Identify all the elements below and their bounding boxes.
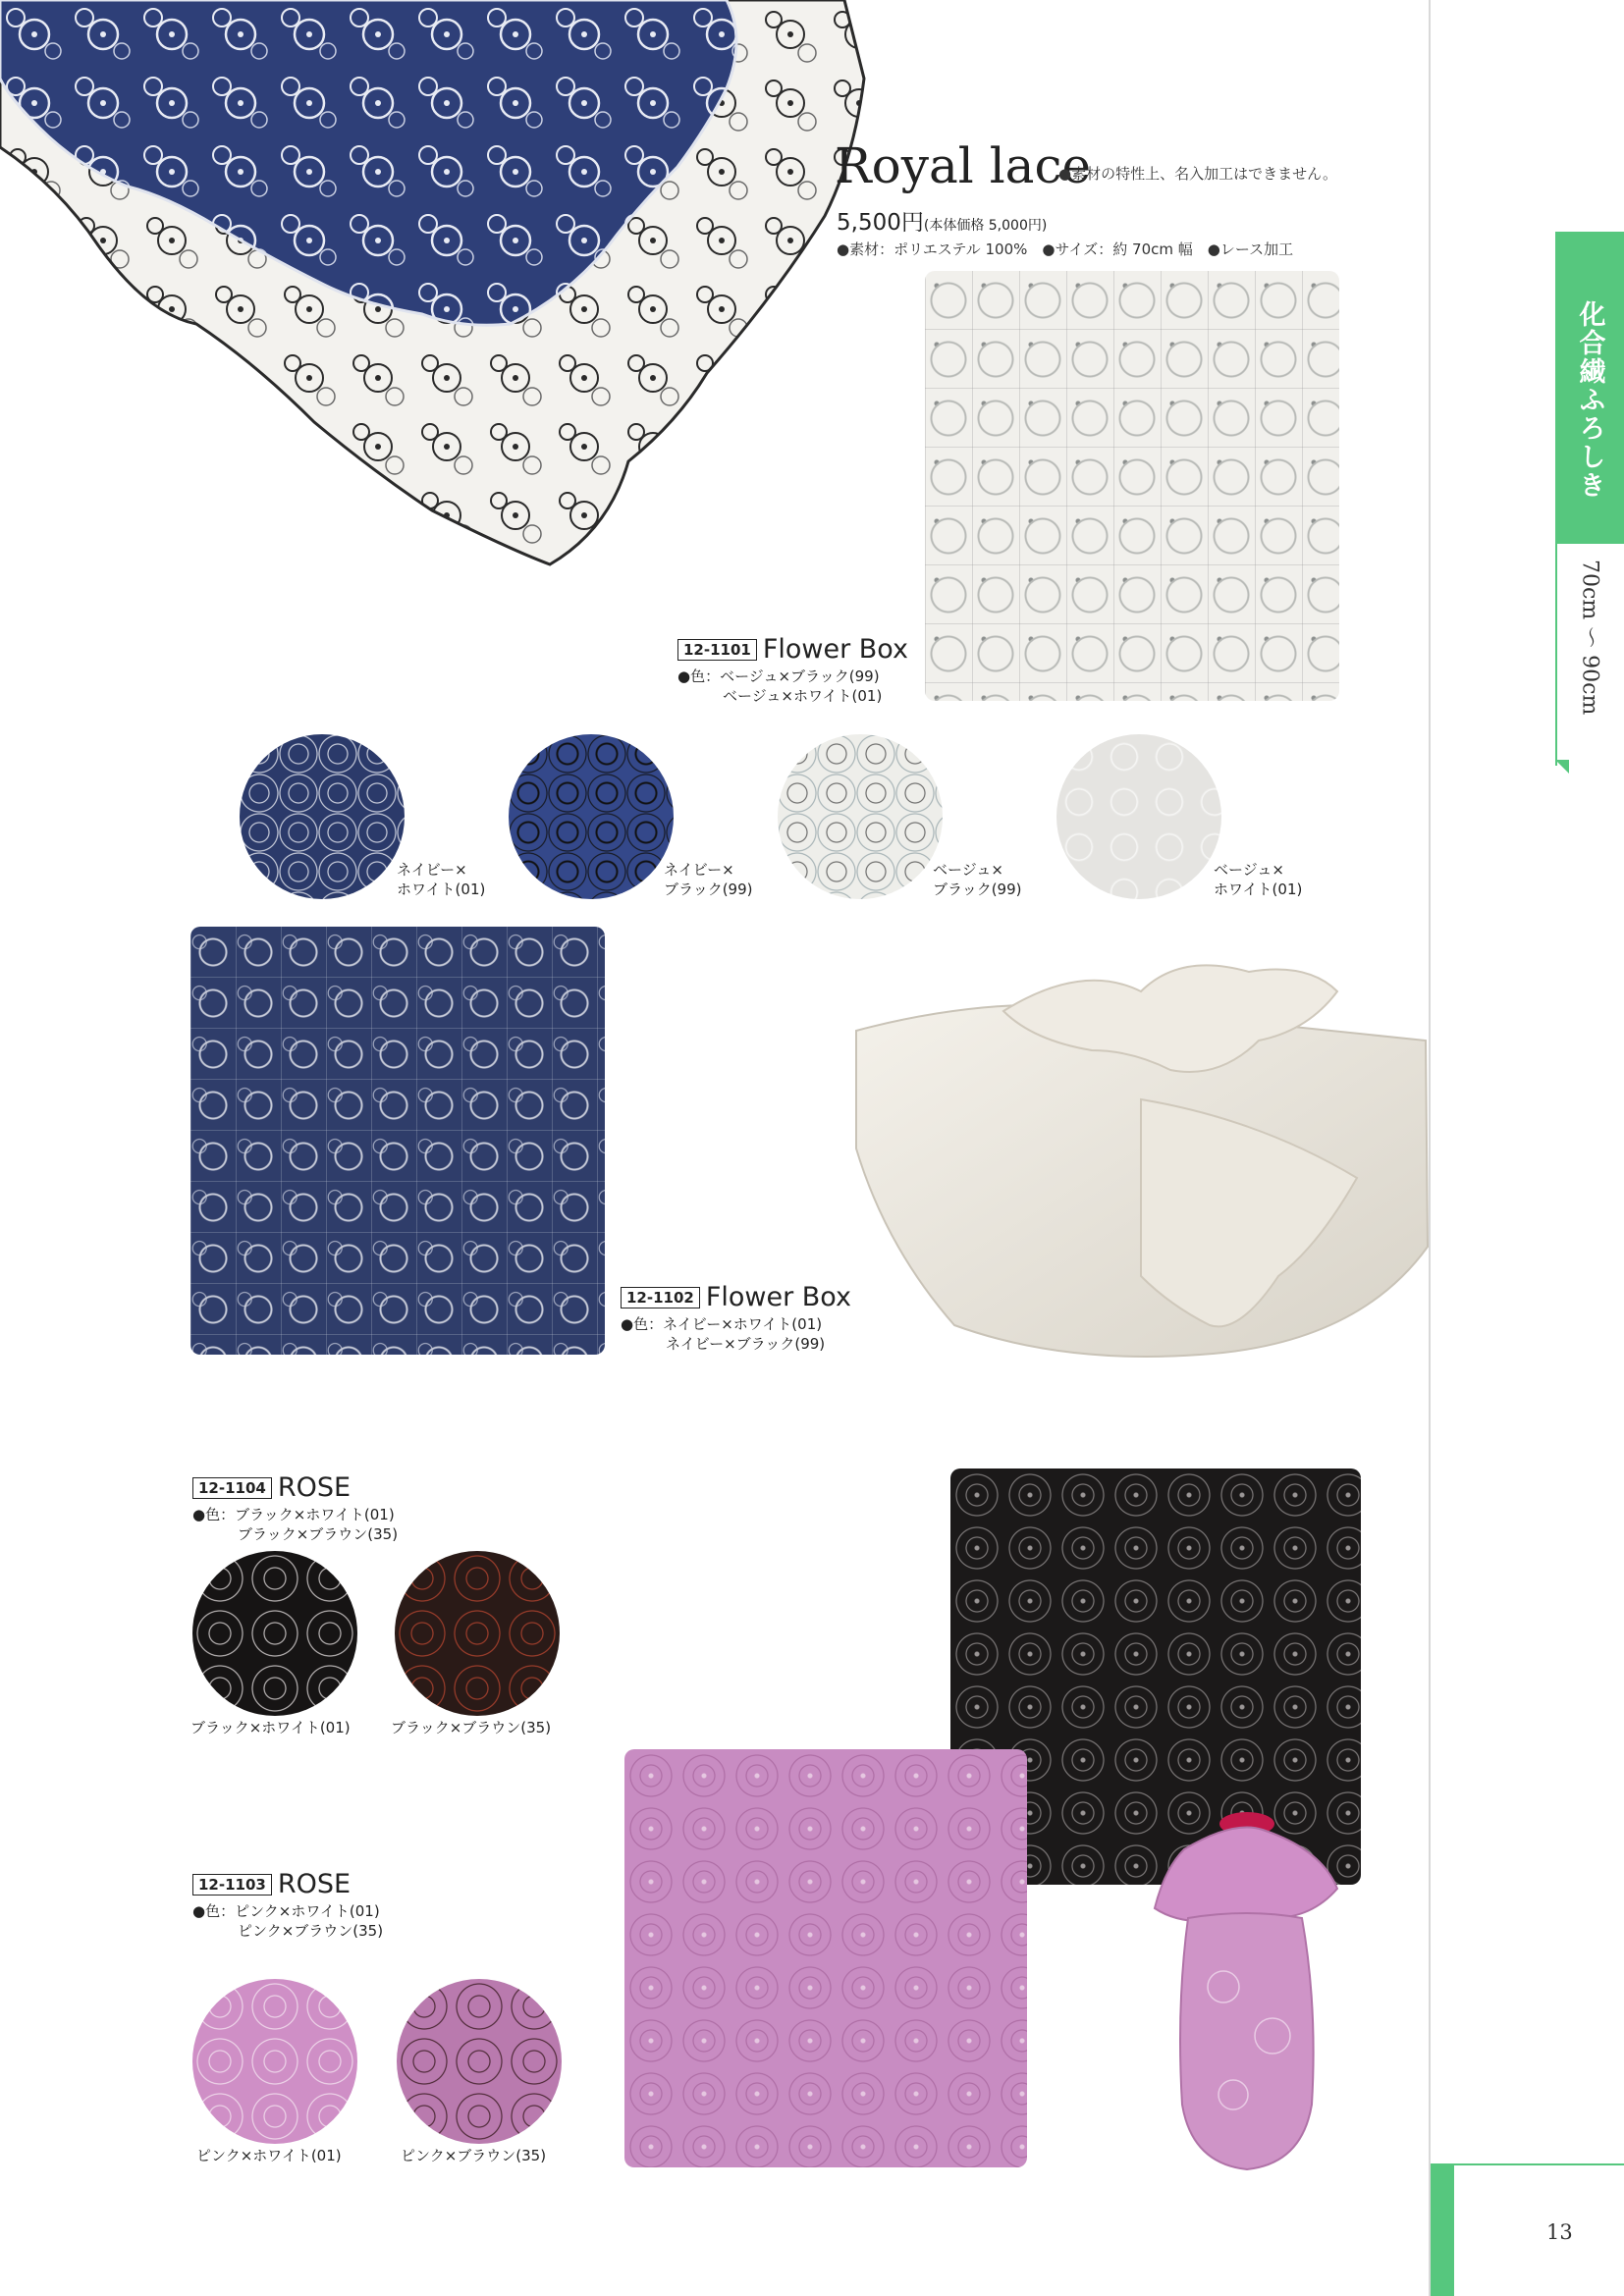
product-name: ROSE: [277, 1869, 352, 1899]
page-number: 13: [1546, 2220, 1573, 2244]
product-colors: [621, 1314, 851, 1354]
price: [837, 204, 1047, 237]
product-label-12-1102: [621, 1282, 851, 1354]
swatch-beige-white: [1056, 734, 1221, 899]
swatch-label-line2: ブラック(99): [664, 881, 753, 898]
personalization-note: ●素材の特性上、名入加工はできません。: [1058, 165, 1337, 183]
color-line-2: ベージュ×ホワイト(01): [723, 687, 883, 705]
hero-lace-photo: [0, 0, 884, 579]
swatch-label: ピンク×ホワイト(01): [196, 2147, 342, 2164]
swatch-label-line1: ベージュ×: [933, 861, 1003, 879]
swatch-black-brown: [395, 1551, 560, 1716]
product-specs: ●素材：ポリエステル 100% ●サイズ：約 70cm 幅 ●レース加工: [837, 240, 1294, 258]
color-line-1: ●色：ベージュ×ブラック(99): [677, 667, 880, 685]
swatch-label: [397, 860, 485, 899]
footer-accent-bar: [1431, 2163, 1454, 2296]
product-code: 12-1102: [621, 1287, 700, 1308]
product-name: Flower Box: [762, 634, 908, 665]
product-colors: [192, 1901, 383, 1941]
category-tab-label: 化合繊ふろしき: [1574, 300, 1605, 500]
swatch-label: [933, 860, 1022, 899]
product-code: 12-1104: [192, 1477, 272, 1499]
lace-panel-12-1101: [925, 271, 1339, 701]
price-value: 5,500円: [837, 210, 924, 236]
swatch-label-line2: ホワイト(01): [397, 881, 486, 898]
color-line-2: ピンク×ブラウン(35): [238, 1922, 384, 1940]
swatch-navy-black: [509, 734, 674, 899]
swatch-label-line1: ネイビー×: [397, 861, 467, 879]
wrapped-bottle-photo: [1145, 1810, 1347, 2175]
swatch-pink-brown: [397, 1979, 562, 2144]
footer-accent-line: [1431, 2163, 1624, 2165]
product-colors: [677, 667, 908, 706]
color-line-2: ネイビー×ブラック(99): [666, 1335, 826, 1353]
swatch-label-line1: ネイビー×: [664, 861, 734, 879]
product-label-12-1104: [192, 1472, 398, 1544]
wrapped-box-photo: [846, 952, 1430, 1374]
product-code: 12-1103: [192, 1874, 272, 1896]
swatch-label: [664, 860, 753, 899]
collection-title: Royal lace: [835, 137, 1092, 194]
size-range-label: 70cm ～ 90cm: [1577, 560, 1602, 716]
swatch-label-line1: ベージュ×: [1214, 861, 1284, 879]
swatch-label-line2: ブラック(99): [933, 881, 1022, 898]
swatch-label-line2: ホワイト(01): [1214, 881, 1303, 898]
swatch-navy-white: [240, 734, 405, 899]
swatch-label: ブラック×ブラウン(35): [391, 1719, 552, 1736]
product-name: Flower Box: [705, 1282, 851, 1312]
product-colors: [192, 1505, 398, 1544]
product-label-12-1103: [192, 1869, 383, 1941]
color-line-1: ●色：ピンク×ホワイト(01): [192, 1902, 380, 1920]
lace-panel-12-1102: [190, 927, 605, 1355]
swatch-pink-white: [192, 1979, 357, 2144]
bottle-wrap-body: [1180, 1913, 1314, 2169]
color-line-2: ブラック×ブラウン(35): [238, 1525, 399, 1543]
lace-panel-12-1103: [624, 1749, 1027, 2167]
swatch-label: ピンク×ブラウン(35): [401, 2147, 547, 2164]
swatch-beige-black: [778, 734, 943, 899]
product-label-12-1101: [677, 634, 908, 706]
swatch-label: [1214, 860, 1302, 899]
color-line-1: ●色：ブラック×ホワイト(01): [192, 1506, 395, 1523]
tab-tick-icon: [1555, 760, 1569, 774]
color-line-1: ●色：ネイビー×ホワイト(01): [621, 1315, 823, 1333]
product-name: ROSE: [277, 1472, 352, 1503]
product-code: 12-1101: [677, 639, 757, 661]
swatch-black-white: [192, 1551, 357, 1716]
swatch-label: ブラック×ホワイト(01): [190, 1719, 351, 1736]
price-note: (本体価格 5,000円): [923, 218, 1048, 234]
